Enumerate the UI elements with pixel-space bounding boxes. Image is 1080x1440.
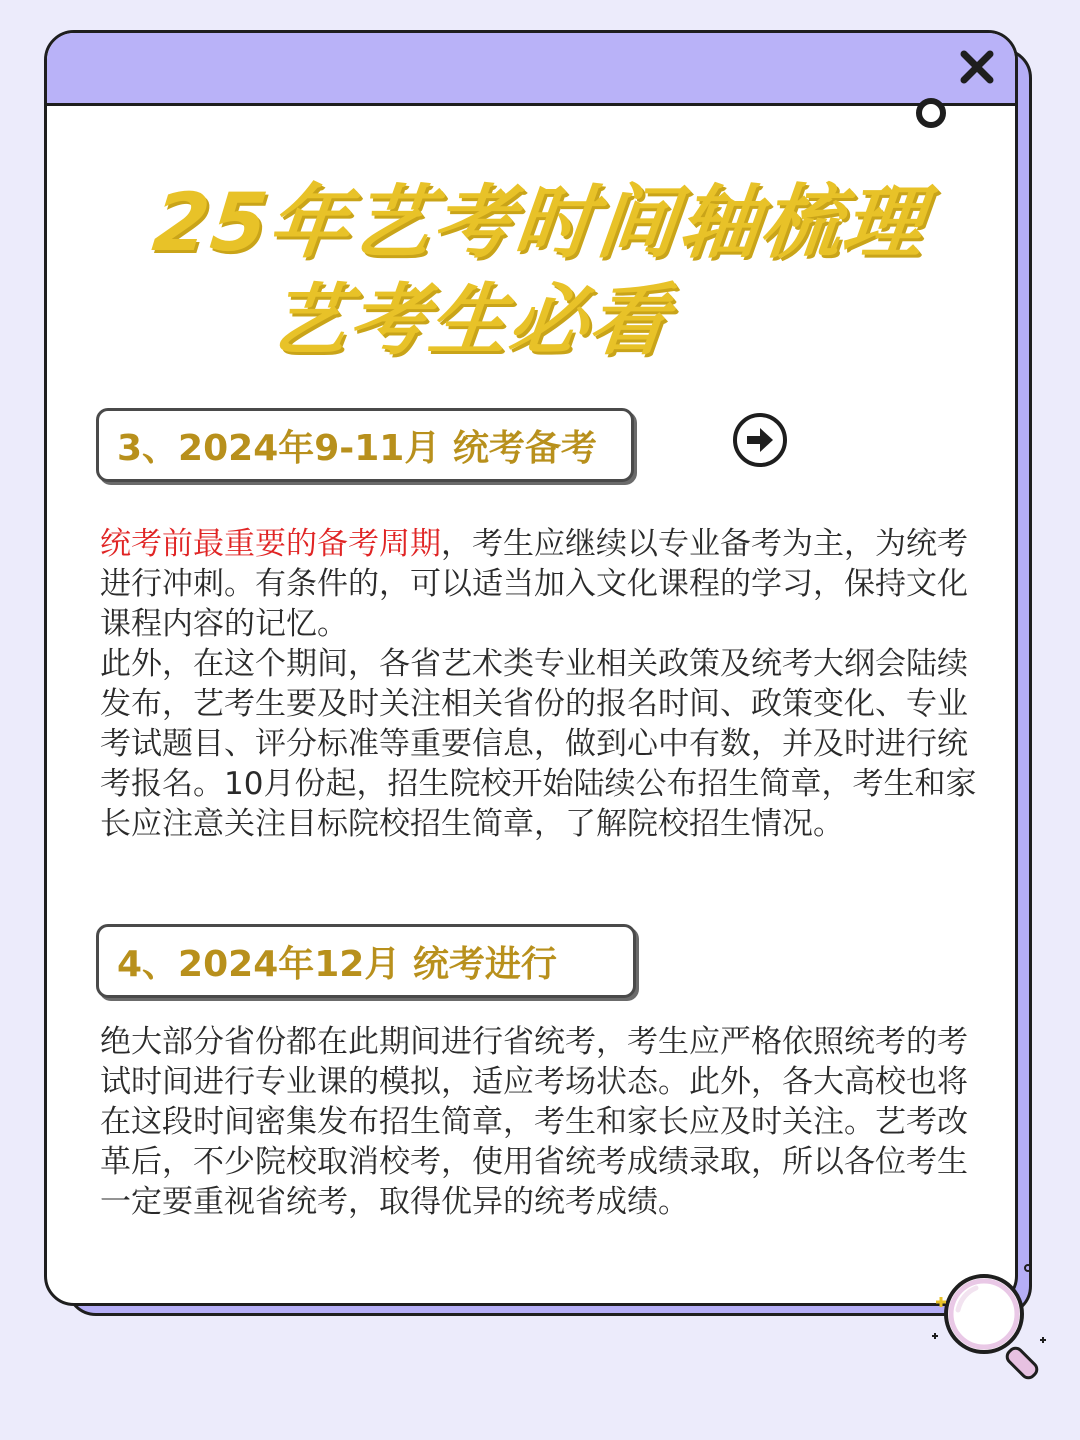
magnifier-icon <box>922 1264 1062 1394</box>
section-3-paragraph-2: 此外，在这个期间，各省艺术类专业相关政策及统考大纲会陆续发布，艺考生要及时关注相关省份的报名时间、政策变化、专业考试题目、评分标准等重要信息，做到心中有数，并及时进行统考报名。10月份起，招生院校开始陆续公布招生简章，考生和家长应注意关注目标院校招生简章，了解院校招生情况。 <box>100 646 977 842</box>
section-4-paragraph: 绝大部分省份都在此期间进行省统考，考生应严格依照统考的考试时间进行专业课的模拟，适应考场状态。此外，各大高校也将在这段时间密集发布招生简章，考生和家长应及时关注。艺考改革后，不少院校取消校考，使用省统考成绩录取，所以各位考生一定要重视省统考，取得优异的统考成绩。 <box>100 1024 968 1220</box>
ring-icon <box>916 98 946 128</box>
arrow-right-icon[interactable] <box>732 412 788 468</box>
page-title-line2: 艺考生必看 <box>264 276 674 366</box>
section-label-4: 4、2024年12月 统考进行 <box>96 924 636 998</box>
card-title-bar <box>47 33 1015 106</box>
paragraph-text: ，考生应继续以专业备考为主，为统考进行冲刺。有条件的，可以适当加入文化课程的学习，保持文化课程内容的记忆。 <box>100 526 968 642</box>
highlight-text: 统考前最重要的备考周期 <box>100 526 441 562</box>
page-title-line1: 25年艺考时间轴梳理 <box>148 176 930 269</box>
close-icon[interactable] <box>958 48 996 86</box>
section-label-3: 3、2024年9-11月 统考备考 <box>96 408 634 482</box>
section-3-paragraph-1 <box>100 524 980 644</box>
